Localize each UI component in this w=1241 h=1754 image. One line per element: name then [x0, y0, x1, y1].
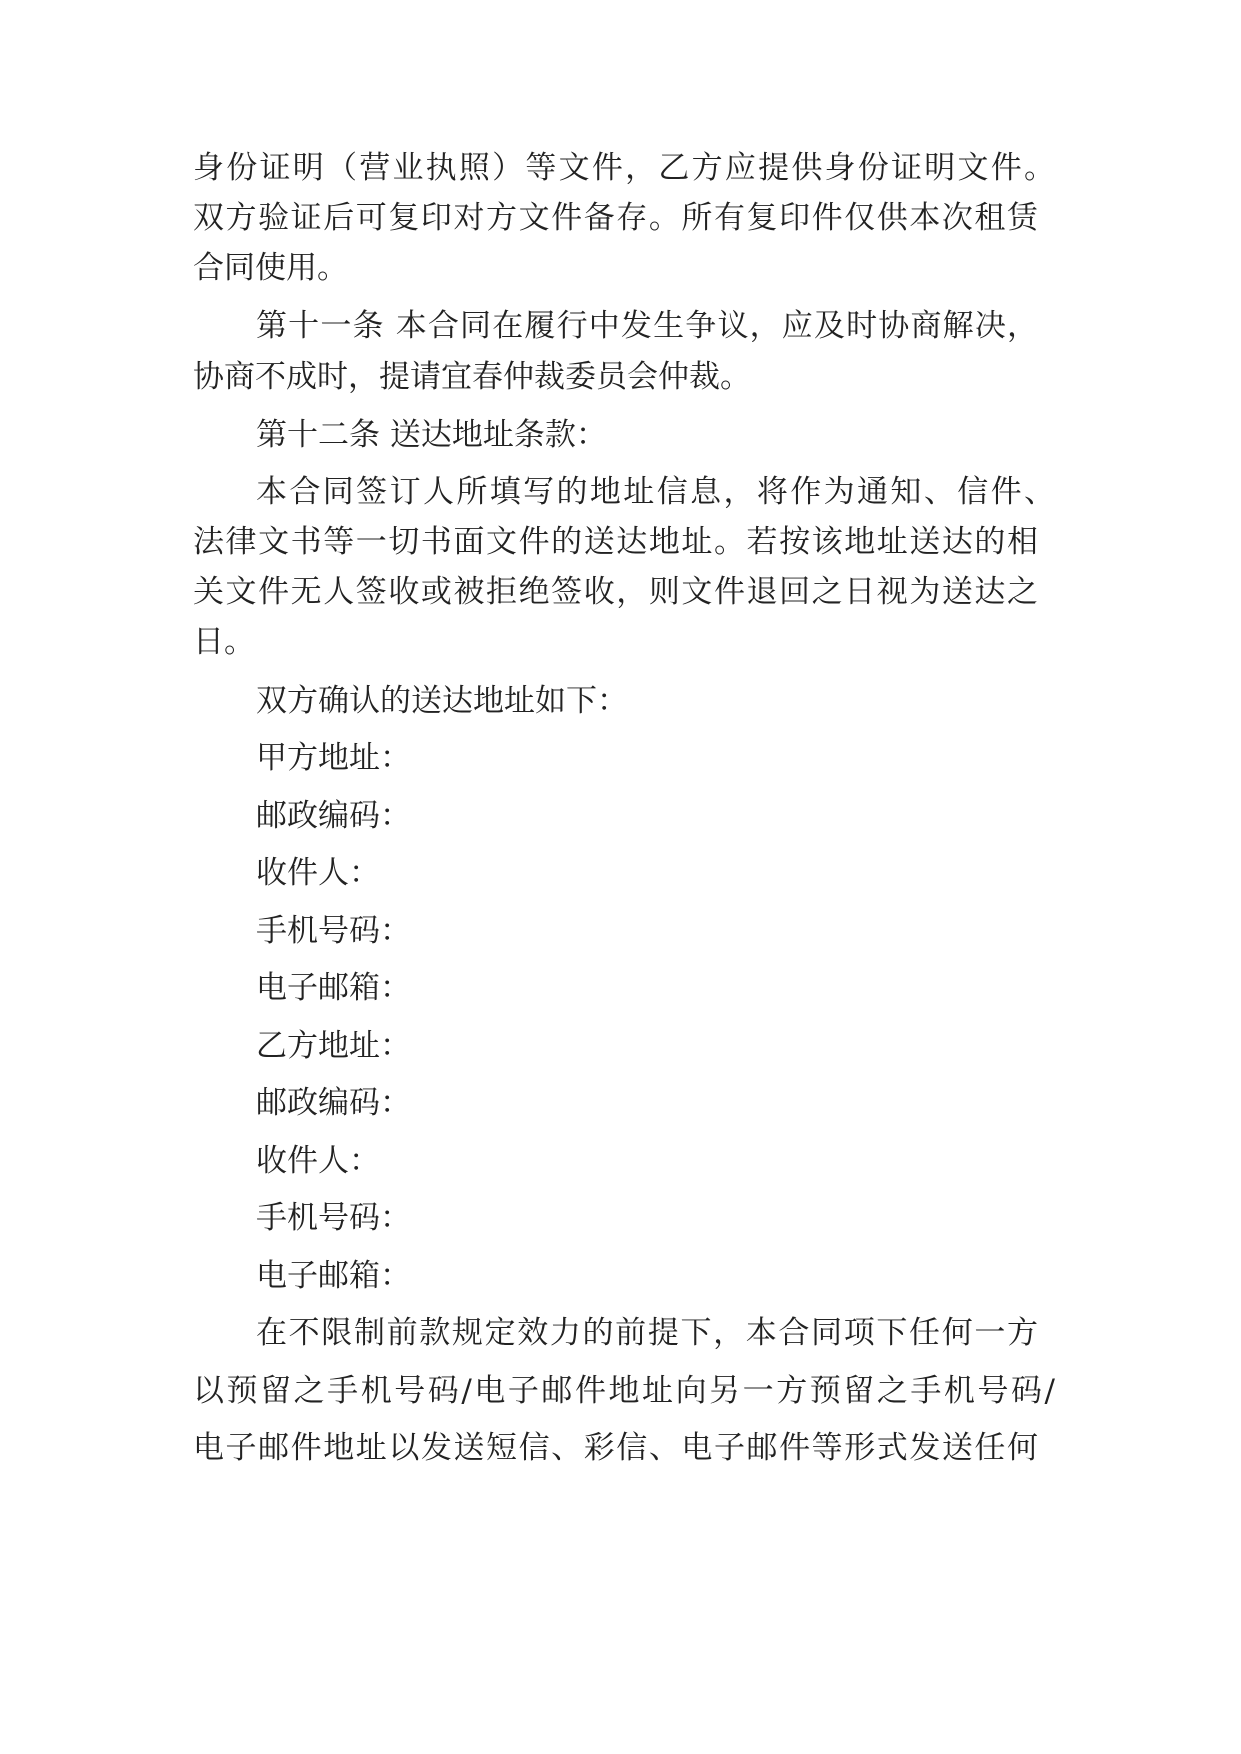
- field-label-party-b-address: 乙方地址：: [256, 1028, 411, 1064]
- field-label-recipient: 收件人：: [256, 1143, 380, 1179]
- field-label-email: 电子邮箱：: [256, 970, 411, 1006]
- text-line: 以预留之手机号码/电子邮件地址向另一方预留之手机号码/: [193, 1373, 1055, 1409]
- text-line: 协商不成时，提请宜春仲裁委员会仲裁。: [193, 359, 751, 395]
- text-line: 关文件无人签收或被拒绝签收，则文件退回之日视为送达之: [193, 574, 1038, 610]
- text-line: 在不限制前款规定效力的前提下，本合同项下任何一方: [256, 1315, 1038, 1351]
- field-label-email: 电子邮箱：: [256, 1258, 411, 1294]
- field-label-recipient: 收件人：: [256, 855, 380, 891]
- text-line: 双方确认的送达地址如下：: [256, 683, 628, 719]
- field-label-party-a-address: 甲方地址：: [256, 740, 411, 776]
- text-line: 日。: [193, 624, 255, 660]
- text-line: 法律文书等一切书面文件的送达地址。若按该地址送达的相: [193, 524, 1038, 560]
- text-line: 电子邮件地址以发送短信、彩信、电子邮件等形式发送任何: [193, 1430, 1038, 1466]
- field-label-mobile: 手机号码：: [256, 913, 411, 949]
- text-line: 合同使用。: [193, 250, 348, 286]
- text-line: 本合同签订人所填写的地址信息，将作为通知、信件、: [256, 474, 1055, 510]
- text-line: 身份证明（营业执照）等文件，乙方应提供身份证明文件。: [193, 150, 1055, 186]
- field-label-mobile: 手机号码：: [256, 1200, 411, 1236]
- section-heading: 第十二条 送达地址条款：: [256, 417, 607, 453]
- field-label-postal-code: 邮政编码：: [256, 798, 411, 834]
- text-line: 双方验证后可复印对方文件备存。所有复印件仅供本次租赁: [193, 200, 1038, 236]
- text-line: 第十一条 本合同在履行中发生争议，应及时协商解决，: [256, 308, 1038, 344]
- field-label-postal-code: 邮政编码：: [256, 1085, 411, 1121]
